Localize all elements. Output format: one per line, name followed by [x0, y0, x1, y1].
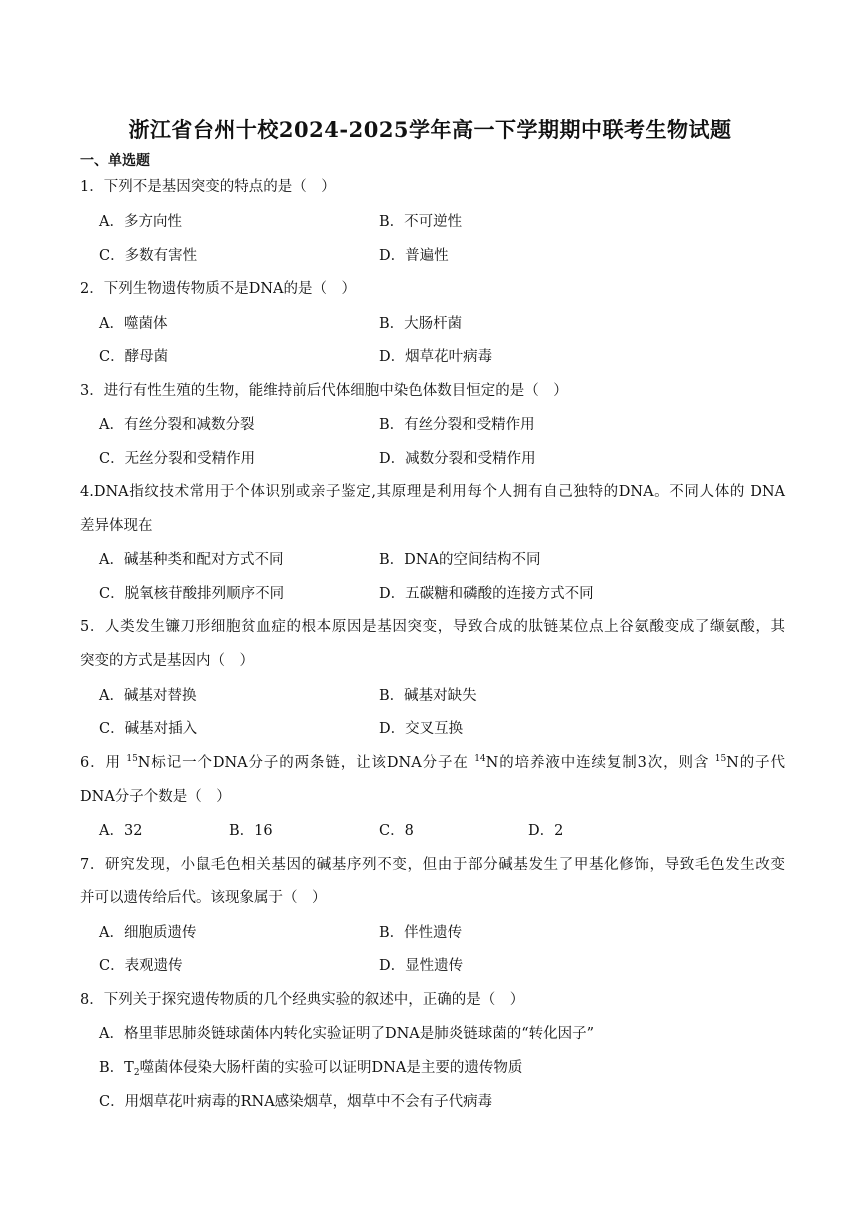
question-1-stem: 1．下列不是基因突变的特点的是（ ）	[80, 179, 336, 195]
question-7-option-c: C．表观遗传	[99, 958, 183, 974]
question-5-option-a: A．碱基对替换	[99, 688, 197, 704]
question-4-stem-line-1: 4.DNA指纹技术常用于个体识别或亲子鉴定,其原理是利用每个人拥有自己独特的DNA。不同人体的 DNA	[80, 484, 785, 500]
question-5-option-c: C．碱基对插入	[99, 721, 198, 737]
question-2-option-c: C．酵母菌	[99, 349, 169, 365]
question-5-option-b: B．碱基对缺失	[379, 688, 477, 704]
question-2-option-d: D．烟草花叶病毒	[379, 349, 493, 365]
question-5-stem-line-1: 5．人类发生镰刀形细胞贫血症的根本原因是基因突变，导致合成的肽链某位点上谷氨酸变成了缬氨酸，其	[80, 619, 785, 635]
question-8-stem: 8．下列关于探究遗传物质的几个经典实验的叙述中，正确的是（ ）	[80, 992, 525, 1008]
question-3-stem: 3．进行有性生殖的生物，能维持前后代体细胞中染色体数目恒定的是（ ）	[80, 383, 568, 399]
question-3-option-d: D．减数分裂和受精作用	[379, 451, 536, 467]
question-6-stem-line-1	[80, 753, 785, 773]
question-1-option-b: B．不可逆性	[379, 214, 463, 230]
q8-b-text: 噬菌体侵染大肠杆菌的实验可以证明DNA是主要的遗传物质	[139, 1060, 523, 1076]
q8-b-prefix: B．T	[99, 1060, 134, 1076]
question-8-option-b	[99, 1058, 522, 1078]
question-3-option-b: B．有丝分裂和受精作用	[379, 417, 535, 433]
question-2-option-b: B．大肠杆菌	[379, 316, 463, 332]
q6-text-1: 6．用	[80, 755, 127, 771]
question-4-option-a: A．碱基种类和配对方式不同	[99, 552, 284, 568]
question-6-stem-line-2: DNA分子个数是（ ）	[80, 789, 231, 805]
question-4-stem-line-2: 差异体现在	[80, 518, 153, 534]
q6-text-4: N的子代	[726, 755, 785, 771]
q6-sup-2: 14	[474, 754, 486, 764]
question-7-option-b: B．伴性遗传	[379, 925, 463, 941]
question-1-option-d: D．普遍性	[379, 248, 449, 264]
question-6-option-b: B．16	[229, 823, 273, 839]
question-4-option-d: D．五碳糖和磷酸的连接方式不同	[379, 586, 594, 602]
question-7-stem-line-2: 并可以遗传给后代。该现象属于（ ）	[80, 890, 327, 906]
question-2-stem: 2．下列生物遗传物质不是DNA的是（ ）	[80, 281, 357, 297]
question-6-option-d: D．2	[528, 823, 564, 839]
question-2-option-a: A．噬菌体	[99, 316, 168, 332]
q6-text-2: N标记一个DNA分子的两条链，让该DNA分子在	[137, 755, 475, 771]
question-8-option-a: A．格里菲思肺炎链球菌体内转化实验证明了DNA是肺炎链球菌的“转化因子”	[99, 1026, 595, 1042]
question-5-option-d: D．交叉互换	[379, 721, 464, 737]
q6-sup-3: 15	[714, 754, 727, 764]
q6-text-3: N的培养液中连续复制3次，则含	[485, 755, 715, 771]
question-1-option-a: A．多方向性	[99, 214, 182, 230]
question-4-option-c: C．脱氧核苷酸排列顺序不同	[99, 586, 285, 602]
question-7-option-a: A．细胞质遗传	[99, 925, 197, 941]
question-7-stem-line-1: 7．研究发现，小鼠毛色相关基因的碱基序列不变，但由于部分碱基发生了甲基化修饰，导致毛色发生改变	[80, 857, 785, 873]
q6-sup-1: 15	[126, 754, 138, 764]
question-6-option-c: C．8	[379, 823, 414, 839]
question-4-option-b: B．DNA的空间结构不同	[379, 552, 541, 568]
question-8-option-c: C．用烟草花叶病毒的RNA感染烟草，烟草中不会有子代病毒	[99, 1094, 493, 1110]
question-7-option-d: D．显性遗传	[379, 958, 464, 974]
question-3-option-c: C．无丝分裂和受精作用	[99, 451, 256, 467]
question-6-option-a: A．32	[99, 823, 143, 839]
question-1-option-c: C．多数有害性	[99, 248, 198, 264]
question-3-option-a: A．有丝分裂和减数分裂	[99, 417, 255, 433]
question-5-stem-line-2: 突变的方式是基因内（ ）	[80, 653, 254, 669]
document-title: 浙江省台州十校2024-2025学年高一下学期期中联考生物试题	[128, 117, 732, 142]
section-heading: 一、单选题	[80, 153, 150, 169]
q8-b-subscript: 2	[133, 1068, 140, 1078]
